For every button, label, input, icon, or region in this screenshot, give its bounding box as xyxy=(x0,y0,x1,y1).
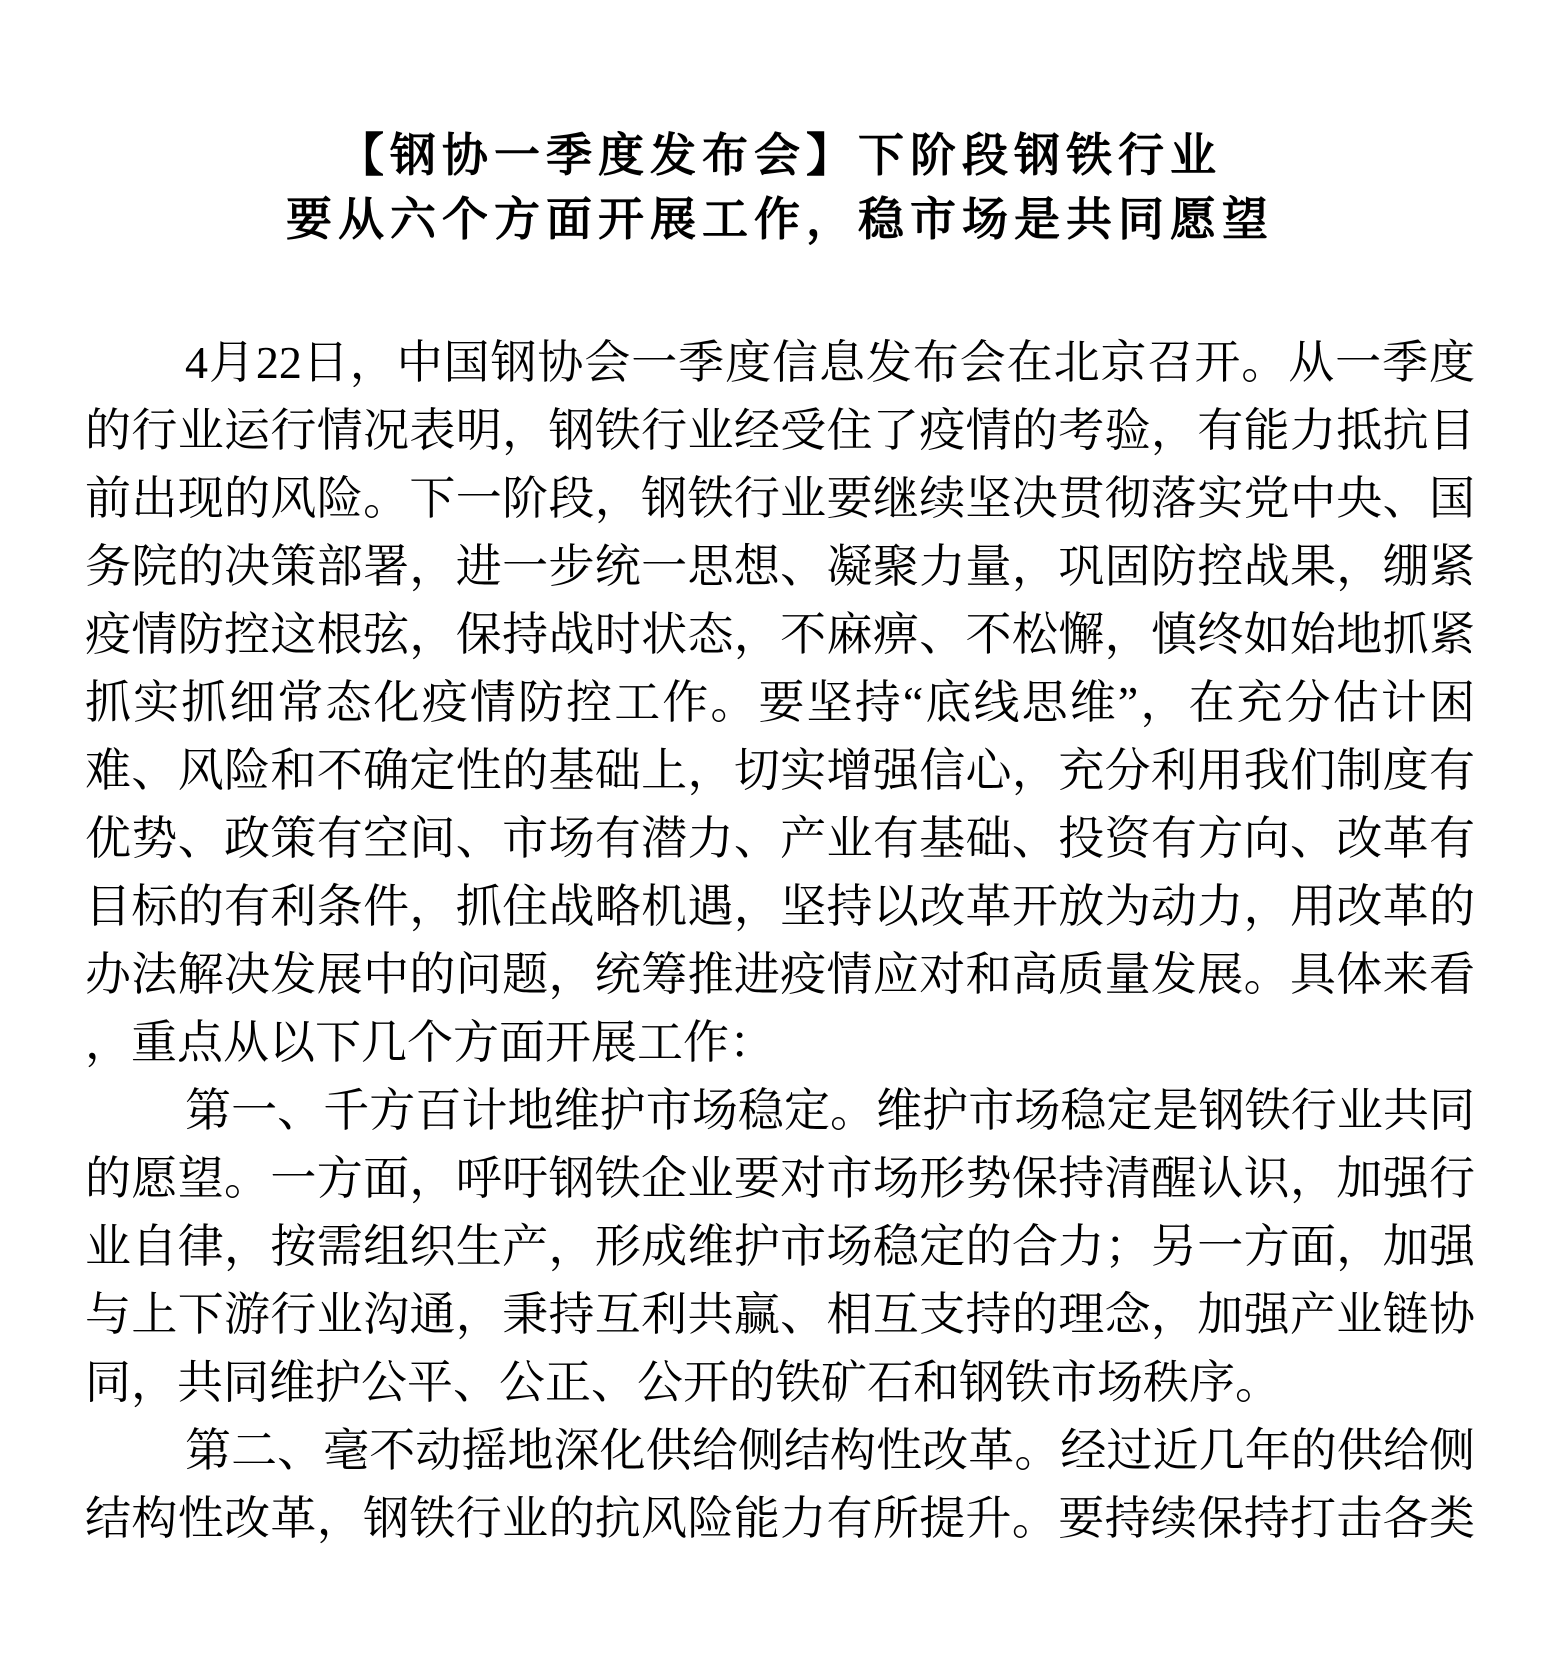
title-line-2: 要从六个方面开展工作，稳市场是共同愿望 xyxy=(286,194,1274,245)
text-line: 与上下游行业沟通，秉持互利共赢、相互支持的理念，加强产业链协 xyxy=(85,1289,1475,1340)
text-line: 同，共同维护公平、公正、公开的铁矿石和钢铁市场秩序。 xyxy=(85,1357,1281,1408)
text-line: ，重点从以下几个方面开展工作： xyxy=(85,1017,775,1068)
text-line: 第一、千方百计地维护市场稳定。维护市场稳定是钢铁行业共同 xyxy=(185,1085,1475,1136)
document-body xyxy=(85,329,1475,1553)
title-line-1: 【钢协一季度发布会】下阶段钢铁行业 xyxy=(338,130,1222,181)
text-line: 抓实抓细常态化疫情防控工作。要坚持“底线思维”，在充分估计困 xyxy=(85,677,1475,728)
text-line: 结构性改革，钢铁行业的抗风险能力有所提升。要持续保持打击各类 xyxy=(85,1493,1475,1544)
text-line: 优势、政策有空间、市场有潜力、产业有基础、投资有方向、改革有 xyxy=(85,813,1475,864)
text-line: 务院的决策部署，进一步统一思想、凝聚力量，巩固防控战果，绷紧 xyxy=(85,541,1475,592)
text-line: 前出现的风险。下一阶段，钢铁行业要继续坚决贯彻落实党中央、国 xyxy=(85,473,1475,524)
text-line: 目标的有利条件，抓住战略机遇，坚持以改革开放为动力，用改革的 xyxy=(85,881,1475,932)
text-line: 疫情防控这根弦，保持战时状态，不麻痹、不松懈，慎终如始地抓紧 xyxy=(85,609,1475,660)
text-line: 办法解决发展中的问题，统筹推进疫情应对和高质量发展。具体来看 xyxy=(85,949,1475,1000)
paragraph xyxy=(85,329,1475,1077)
document-title xyxy=(85,124,1475,252)
paragraph xyxy=(85,1077,1475,1417)
text-line: 4月22日，中国钢协会一季度信息发布会在北京召开。从一季度 xyxy=(185,337,1475,388)
paragraph xyxy=(85,1417,1475,1553)
text-line: 的行业运行情况表明，钢铁行业经受住了疫情的考验，有能力抵抗目 xyxy=(85,405,1475,456)
text-line: 的愿望。一方面，呼吁钢铁企业要对市场形势保持清醒认识，加强行 xyxy=(85,1153,1475,1204)
document-page xyxy=(0,124,1560,1660)
text-line: 业自律，按需组织生产，形成维护市场稳定的合力；另一方面，加强 xyxy=(85,1221,1475,1272)
text-line: 第二、毫不动摇地深化供给侧结构性改革。经过近几年的供给侧 xyxy=(185,1425,1475,1476)
text-line: 难、风险和不确定性的基础上，切实增强信心，充分利用我们制度有 xyxy=(85,745,1475,796)
